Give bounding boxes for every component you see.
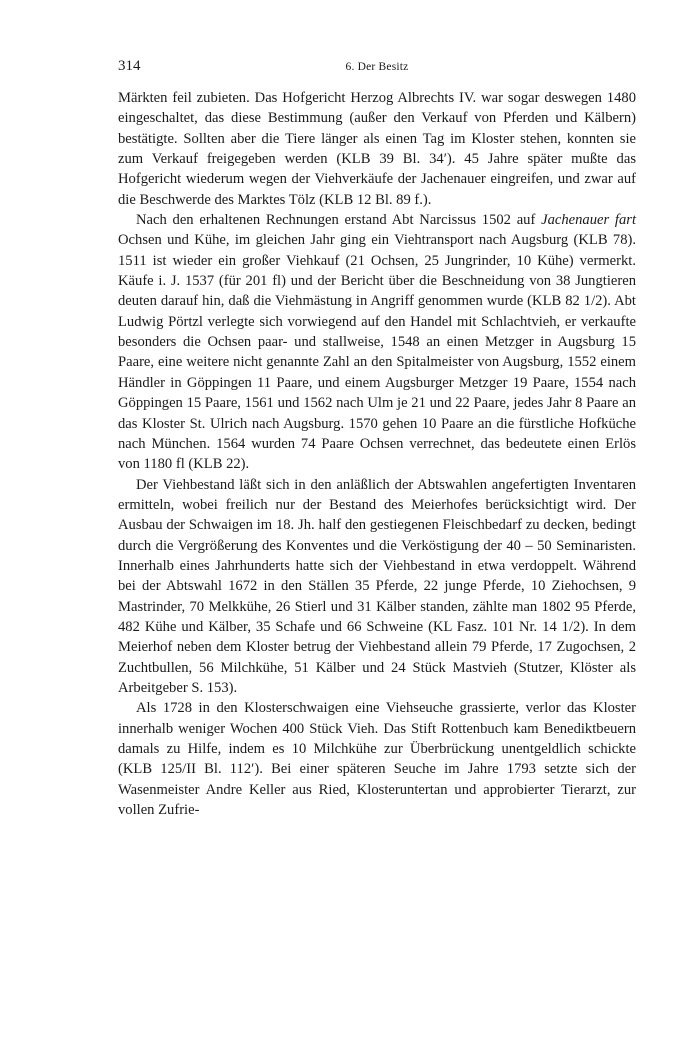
- book-page: [118, 58, 636, 820]
- paragraph-2-italic-term: Jachenauer fart: [541, 212, 636, 229]
- body-text: [118, 88, 636, 820]
- paragraph-3: Der Viehbestand läßt sich in den anläßlich der Abtswahlen angefertigten Inventaren ermitteln, wobei freilich nur der Bestand des Meierhofes berücksichtigt wird. Der Ausbau der Schwaigen im 18. Jh. half den gestiegenen Fleischbedarf zu decken, bedingt durch die Vergrößerung des Konventes und die Verköstigung der 40 – 50 Seminaristen. Innerhalb eines Jahrhunderts hatte sich der Viehbestand in etwa verdoppelt. Während bei der Abtswahl 1672 in den Ställen 35 Pferde, 22 junge Pferde, 10 Ziehochsen, 9 Mastrinder, 70 Melkkühe, 26 Stierl und 31 Kälber standen, zählte man 1802 95 Pferde, 482 Kühe und Kälber, 35 Schafe und 66 Schweine (KL Fasz. 101 Nr. 14 1/2). In dem Meierhof neben dem Kloster betrug der Viehbestand allein 79 Pferde, 17 Zugochsen, 2 Zuchtbullen, 56 Milchkühe, 51 Kälber und 24 Stück Mastvieh (Stutzer, Klöster als Arbeitgeber S. 153).: [118, 476, 636, 696]
- paragraph-2-rest: Ochsen und Kühe, im gleichen Jahr ging ein Viehtransport nach Augsburg (KLB 78). 1511 ist wieder ein großer Viehkauf (21 Ochsen, 25 Jungrinder, 10 Kühe) vermerkt. Käufe i. J. 1537 (für 201 fl) und der Bericht über die Beschneidung von 38 Jungtieren deuten darauf hin, daß die Viehmästung in Angriff genommen wurde (KLB 82 1/2). Abt Ludwig Pörtzl verlegte sich vorwiegend auf den Handel mit Schlachtvieh, er verkaufte besonders die Ochsen paar- und stallweise, 1548 an einen Metzger in Augsburg 15 Paare, eine weitere nicht genannte Zahl an den Spitalmeister von Augsburg, 1552 einem Händler in Göppingen 11 Paare, und einem Augsburger Metzger 19 Paare, 1554 nach Göppingen 15 Paare, 1561 und 1562 nach Ulm je 21 und 22 Paare, jedes Jahr 8 Paare an das Kloster St. Ulrich nach Augsburg. 1570 gehen 10 Paare an die fürstliche Hofküche nach München. 1564 wurden 74 Paare Ochsen verrechnet, das bedeutete einen Erlös von 1180 fl (KLB 22).: [118, 232, 636, 473]
- paragraph-2-lead: Nach den erhaltenen Rechnungen erstand Abt Narcissus 1502 auf: [136, 212, 542, 229]
- page-number: 314: [118, 58, 141, 74]
- paragraph-4: Als 1728 in den Klosterschwaigen eine Viehseuche grassierte, verlor das Kloster innerhalb weniger Wochen 400 Stück Vieh. Das Stift Rottenbuch kam Benediktbeuern damals zu Hilfe, indem es 10 Milchkühe zur Überbrückung unentgeldlich schickte (KLB 125/II Bl. 112′). Bei einer späteren Seuche im Jahre 1793 setzte sich der Wasenmeister Andre Keller aus Ried, Klosteruntertan und approbierter Tierarzt, zur vollen Zufrie-: [118, 700, 636, 819]
- paragraph-2: [118, 210, 636, 474]
- paragraph-1: Märkten feil zubieten. Das Hofgericht Herzog Albrechts IV. war sogar deswegen 1480 eingeschaltet, das diese Bestimmung (außer den Verkauf von Pferden und Kälbern) bestätigte. Sollten aber die Tiere länger als einen Tag im Kloster stehen, konnten sie zum Verkauf freigegeben werden (KLB 39 Bl. 34′). 45 Jahre später mußte das Hofgericht wiederum wegen der Viehverkäufe der Jachenauer eingreifen, und zwar auf die Beschwerde des Marktes Tölz (KLB 12 Bl. 89 f.).: [118, 90, 636, 208]
- page-header: [118, 58, 636, 78]
- running-head: 6. Der Besitz: [345, 61, 409, 73]
